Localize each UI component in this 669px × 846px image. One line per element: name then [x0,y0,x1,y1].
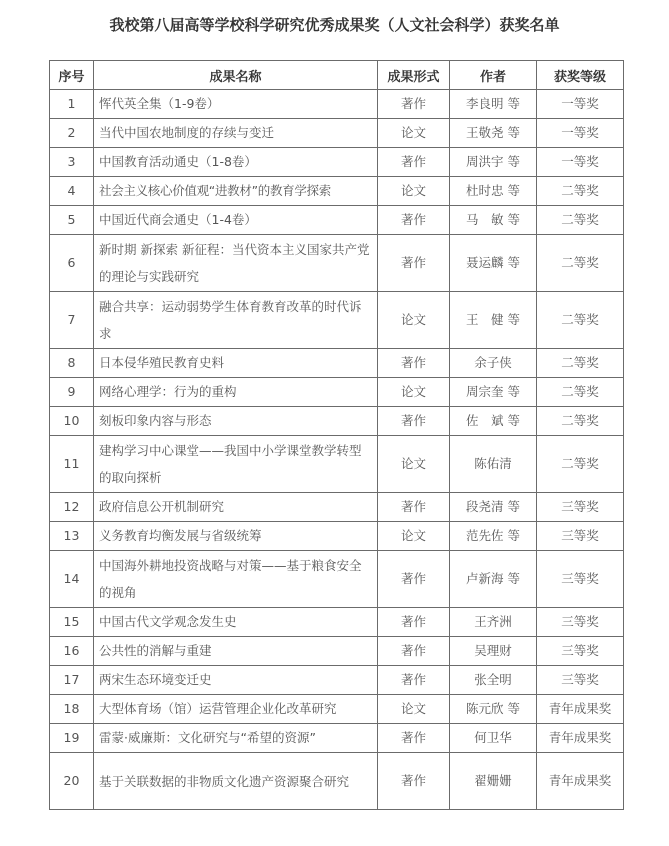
cell-form: 论文 [378,378,450,407]
cell-no: 4 [50,177,94,206]
cell-no: 13 [50,522,94,551]
header-no: 序号 [50,61,94,90]
cell-level: 二等奖 [537,206,624,235]
cell-level: 二等奖 [537,177,624,206]
table-row [50,724,624,753]
cell-author: 佐 斌 等 [450,407,537,436]
cell-level: 三等奖 [537,666,624,695]
cell-level: 三等奖 [537,493,624,522]
cell-no: 8 [50,349,94,378]
cell-name: 刻板印象内容与形态 [94,407,378,436]
cell-no: 18 [50,695,94,724]
cell-author: 何卫华 [450,724,537,753]
table-row [50,551,624,608]
cell-author: 周宗奎 等 [450,378,537,407]
cell-name: 当代中国农地制度的存续与变迁 [94,119,378,148]
table-row [50,235,624,292]
cell-name: 雷蒙·威廉斯：文化研究与“希望的资源” [94,724,378,753]
table-row [50,206,624,235]
cell-no: 17 [50,666,94,695]
table-row [50,753,624,810]
cell-name: 新时期 新探索 新征程：当代资本主义国家共产党的理论与实践研究 [94,235,378,292]
table-row [50,608,624,637]
cell-level: 一等奖 [537,90,624,119]
cell-form: 著作 [378,235,450,292]
table-row [50,493,624,522]
cell-level: 二等奖 [537,436,624,493]
table-row [50,148,624,177]
cell-form: 著作 [378,637,450,666]
table-row [50,407,624,436]
table-row [50,119,624,148]
header-name: 成果名称 [94,61,378,90]
cell-form: 著作 [378,551,450,608]
cell-level: 二等奖 [537,407,624,436]
cell-no: 12 [50,493,94,522]
cell-name: 建构学习中心课堂——我国中小学课堂教学转型的取向探析 [94,436,378,493]
cell-no: 10 [50,407,94,436]
cell-level: 二等奖 [537,349,624,378]
table-row [50,436,624,493]
table-row [50,522,624,551]
cell-form: 著作 [378,493,450,522]
cell-no: 1 [50,90,94,119]
header-form: 成果形式 [378,61,450,90]
cell-author: 王齐洲 [450,608,537,637]
cell-level: 三等奖 [537,551,624,608]
cell-form: 论文 [378,119,450,148]
cell-no: 14 [50,551,94,608]
cell-author: 聂运麟 等 [450,235,537,292]
cell-author: 段尧清 等 [450,493,537,522]
cell-author: 张全明 [450,666,537,695]
cell-level: 二等奖 [537,292,624,349]
table-row [50,177,624,206]
cell-level: 三等奖 [537,608,624,637]
cell-no: 7 [50,292,94,349]
cell-name: 中国海外耕地投资战略与对策——基于粮食安全的视角 [94,551,378,608]
cell-no: 15 [50,608,94,637]
cell-no: 6 [50,235,94,292]
cell-form: 论文 [378,695,450,724]
cell-author: 翟姗姗 [450,753,537,810]
cell-name: 两宋生态环境变迁史 [94,666,378,695]
cell-name: 政府信息公开机制研究 [94,493,378,522]
cell-name: 大型体育场（馆）运营管理企业化改革研究 [94,695,378,724]
cell-no: 2 [50,119,94,148]
cell-form: 论文 [378,436,450,493]
cell-form: 著作 [378,206,450,235]
cell-name: 中国古代文学观念发生史 [94,608,378,637]
cell-name: 日本侵华殖民教育史料 [94,349,378,378]
cell-no: 16 [50,637,94,666]
page-title: 我校第八届高等学校科学研究优秀成果奖（人文社会科学）获奖名单 [109,16,560,34]
cell-form: 著作 [378,666,450,695]
cell-name: 中国近代商会通史（1-4卷） [94,206,378,235]
table-row [50,695,624,724]
cell-level: 一等奖 [537,119,624,148]
cell-form: 论文 [378,177,450,206]
cell-name: 中国教育活动通史（1-8卷） [94,148,378,177]
table-row [50,637,624,666]
cell-level: 一等奖 [537,148,624,177]
cell-name: 公共性的消解与重建 [94,637,378,666]
cell-level: 二等奖 [537,378,624,407]
cell-no: 9 [50,378,94,407]
cell-level: 青年成果奖 [537,753,624,810]
cell-author: 陈元欣 等 [450,695,537,724]
cell-form: 著作 [378,724,450,753]
cell-level: 二等奖 [537,235,624,292]
cell-name: 义务教育均衡发展与省级统筹 [94,522,378,551]
table-row [50,378,624,407]
table-header-row [50,61,624,90]
cell-name: 恽代英全集（1-9卷） [94,90,378,119]
cell-name: 融合共享：运动弱势学生体育教育改革的时代诉求 [94,292,378,349]
cell-author: 王 健 等 [450,292,537,349]
table-row [50,666,624,695]
cell-author: 马 敏 等 [450,206,537,235]
cell-form: 论文 [378,292,450,349]
table-row [50,90,624,119]
table-row [50,349,624,378]
cell-form: 著作 [378,753,450,810]
cell-author: 卢新海 等 [450,551,537,608]
cell-form: 著作 [378,90,450,119]
cell-level: 三等奖 [537,637,624,666]
cell-name: 网络心理学：行为的重构 [94,378,378,407]
cell-no: 20 [50,753,94,810]
header-level: 获奖等级 [537,61,624,90]
cell-name: 基于关联数据的非物质文化遗产资源聚合研究 [94,753,378,810]
cell-no: 5 [50,206,94,235]
cell-no: 3 [50,148,94,177]
cell-author: 李良明 等 [450,90,537,119]
cell-no: 11 [50,436,94,493]
awards-table [49,60,624,810]
cell-author: 范先佐 等 [450,522,537,551]
cell-author: 周洪宇 等 [450,148,537,177]
cell-no: 19 [50,724,94,753]
cell-level: 青年成果奖 [537,724,624,753]
table-row [50,292,624,349]
cell-author: 吴理财 [450,637,537,666]
cell-author: 余子侠 [450,349,537,378]
cell-form: 著作 [378,148,450,177]
cell-form: 论文 [378,522,450,551]
cell-form: 著作 [378,407,450,436]
cell-author: 陈佑清 [450,436,537,493]
cell-author: 杜时忠 等 [450,177,537,206]
cell-level: 青年成果奖 [537,695,624,724]
cell-form: 著作 [378,608,450,637]
cell-level: 三等奖 [537,522,624,551]
cell-form: 著作 [378,349,450,378]
header-author: 作者 [450,61,537,90]
cell-name: 社会主义核心价值观“进教材”的教育学探索 [94,177,378,206]
cell-author: 王敬尧 等 [450,119,537,148]
